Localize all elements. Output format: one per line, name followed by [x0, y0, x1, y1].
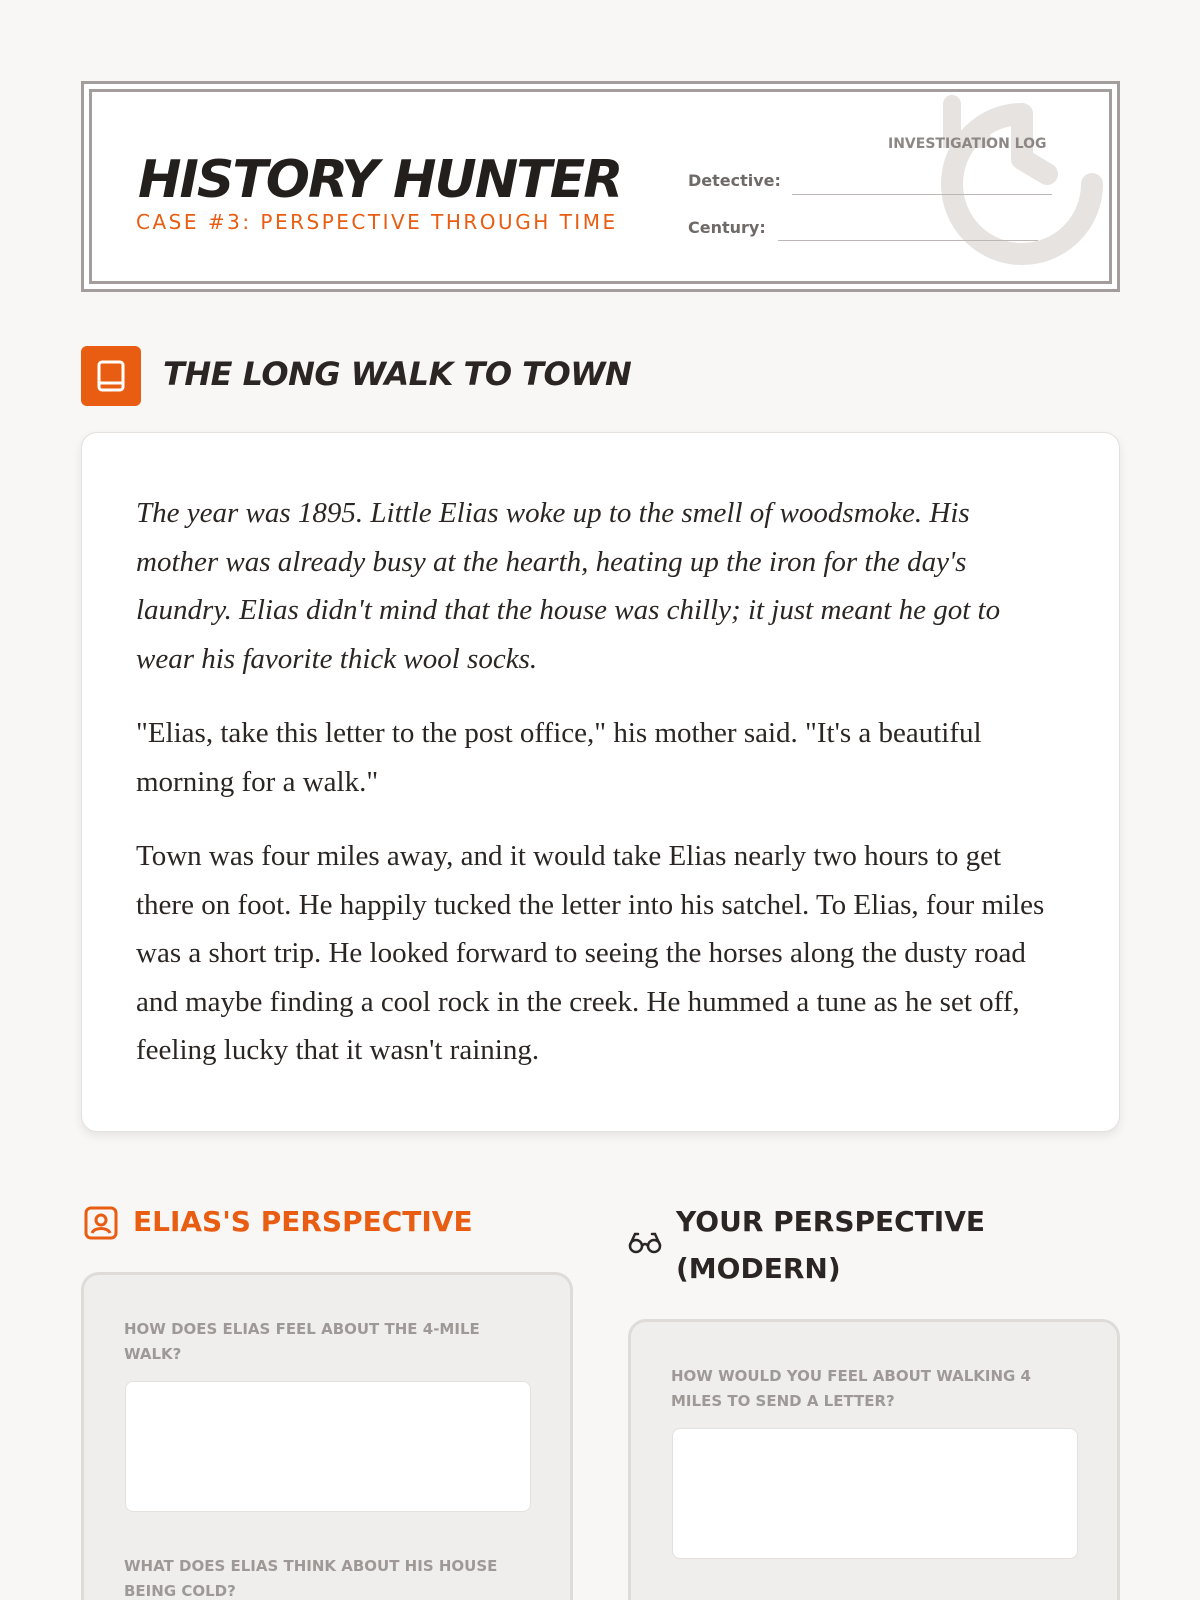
clock-icon	[922, 84, 1120, 284]
case-subtitle: CASE #3: PERSPECTIVE THROUGH TIME	[136, 210, 618, 234]
story-title: THE LONG WALK TO TOWN	[163, 355, 632, 393]
story-paragraph: Town was four miles away, and it would take Elias nearly two hours to get there on foot. He happily tucked the letter into his satchel. To Elias, four miles was a short trip. He looked forward to seeing the horses along the dusty road and maybe finding a cool rock in the creek. He hummed a tune as he set off, feeling lucky that it wasn't raining.	[136, 840, 1045, 1066]
modern-perspective-title	[676, 1198, 985, 1292]
investigation-log-label: INVESTIGATION LOG	[888, 136, 1047, 152]
story-paragraph: The year was 1895. Little Elias woke up to the smell of woodsmoke. His mother was already busy at the hearth, heating up the iron for the day's laundry. Elias didn't mind that the house was chilly; it just meant he got to wear his favorite thick wool socks.	[136, 497, 1001, 675]
century-label: Century:	[688, 218, 766, 237]
elias-perspective-panel	[81, 1272, 573, 1600]
modern-perspective-panel	[628, 1319, 1120, 1600]
modern-title-line1: YOUR PERSPECTIVE	[676, 1205, 986, 1238]
page-title: HISTORY HUNTER	[138, 150, 622, 210]
detective-field[interactable]	[792, 194, 1052, 195]
answer-input[interactable]	[672, 1428, 1078, 1559]
case-header-inner-border	[89, 89, 1112, 284]
question-label: WHAT DOES ELIAS THINK ABOUT HIS HOUSE BEING COLD?	[124, 1557, 498, 1600]
question-label: HOW WOULD YOU FEEL ABOUT WALKING 4 MILES TO SEND A LETTER?	[671, 1367, 1031, 1410]
answer-input[interactable]	[125, 1381, 531, 1512]
question-label: HOW DOES ELIAS FEEL ABOUT THE 4-MILE WALK?	[124, 1320, 480, 1363]
story-paragraph: "Elias, take this letter to the post office," his mother said. "It's a beautiful morning for a walk."	[136, 717, 982, 798]
portrait-icon	[83, 1205, 119, 1241]
case-header	[81, 81, 1120, 292]
story-card	[81, 432, 1120, 1132]
glasses-icon	[627, 1231, 663, 1255]
detective-label: Detective:	[688, 171, 781, 190]
modern-title-line2: (MODERN)	[676, 1252, 841, 1285]
century-field[interactable]	[778, 240, 1038, 241]
book-icon	[81, 346, 141, 406]
elias-perspective-title: ELIAS'S PERSPECTIVE	[133, 1205, 473, 1238]
